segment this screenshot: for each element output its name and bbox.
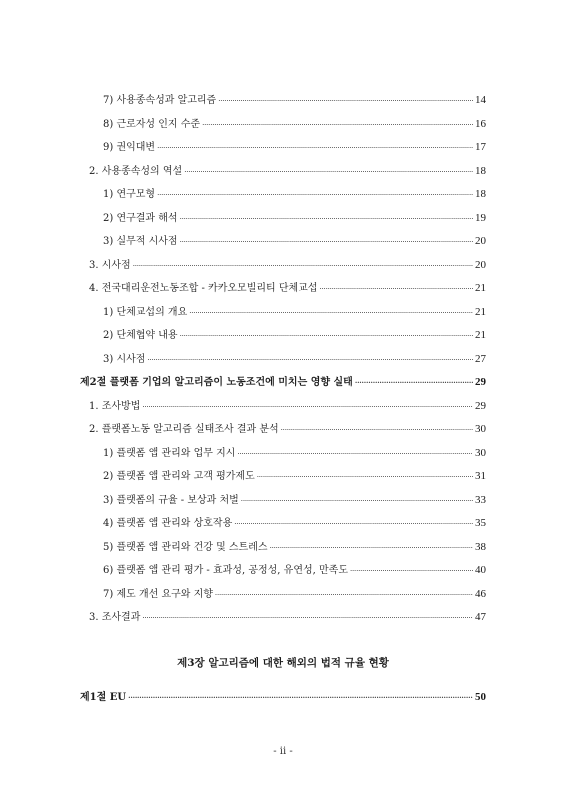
toc-entry-label: 1) 단체교섭의 개요	[103, 307, 188, 318]
toc-entry-page: 33	[475, 494, 486, 506]
toc-entry-page: 47	[475, 611, 486, 623]
toc-entry-label: 4) 플랫폼 앱 관리와 상호작용	[103, 518, 233, 529]
toc-entry	[89, 422, 486, 437]
toc-entry-page: 30	[475, 423, 486, 435]
toc-entry	[103, 328, 486, 343]
toc-entry	[103, 187, 486, 202]
toc-entry-label: 7) 사용종속성과 알고리즘	[103, 95, 217, 106]
toc-entry	[103, 140, 486, 155]
dot-leader	[142, 611, 473, 625]
toc-entry-label: 3) 시사점	[103, 354, 146, 365]
toc-entry-label: 4. 전국대리운전노동조합 - 카카오모빌리티 단체교섭	[89, 283, 318, 294]
dot-leader	[202, 118, 473, 132]
dot-leader	[350, 564, 473, 578]
toc-entry	[103, 117, 486, 132]
toc-entry-page: 30	[475, 447, 486, 459]
toc-entry-label: 2) 플랫폼 앱 관리와 고객 평가제도	[103, 471, 255, 482]
toc-entry-page: 17	[475, 141, 486, 153]
toc-entry	[103, 540, 486, 555]
toc-section-entry	[80, 375, 486, 390]
toc-entry-page: 27	[475, 353, 486, 365]
toc-entry	[89, 610, 486, 625]
dot-leader	[184, 165, 473, 179]
toc-entry-label: 3. 시사점	[89, 260, 131, 271]
toc-entry-page: 38	[475, 541, 486, 553]
toc-entry	[103, 93, 486, 108]
dot-leader	[218, 94, 473, 108]
toc-entry-label: 제1절 EU	[80, 692, 127, 703]
toc-entry	[103, 352, 486, 367]
toc-entry-label: 6) 플랫폼 앱 관리 평가 - 효과성, 공정성, 유연성, 만족도	[103, 565, 348, 576]
toc-entry-page: 19	[475, 212, 486, 224]
toc-entry-page: 29	[475, 400, 486, 412]
toc-entry-label: 1) 연구모형	[103, 189, 156, 200]
toc-entry	[89, 164, 486, 179]
toc-entry-page: 21	[475, 282, 486, 294]
toc-entry-page: 20	[475, 259, 486, 271]
toc-entry-label: 3) 플랫폼의 규율 - 보상과 처벌	[103, 495, 239, 506]
dot-leader	[180, 235, 473, 249]
toc-entry-label: 1) 플랫폼 앱 관리와 업무 지시	[103, 448, 236, 459]
dot-leader	[147, 353, 473, 367]
dot-leader	[180, 212, 473, 226]
toc-entry-label: 3) 실무적 시사점	[103, 236, 178, 247]
toc-entry-label: 제2절 플랫폼 기업의 알고리즘이 노동조건에 미치는 영향 실태	[80, 377, 353, 388]
page-number-footer: - ii -	[273, 746, 293, 757]
toc-entry-label: 9) 권익대변	[103, 142, 156, 153]
toc-entry-page: 46	[475, 588, 486, 600]
dot-leader	[215, 588, 473, 602]
toc-entry	[89, 399, 486, 414]
toc-entry-label: 8) 근로자성 인지 수준	[103, 119, 201, 130]
toc-entry-page: 50	[475, 691, 486, 703]
toc-entry-label: 2. 사용종속성의 역설	[89, 166, 183, 177]
toc-entry	[103, 493, 486, 508]
dot-leader	[157, 141, 473, 155]
dot-leader	[189, 306, 473, 320]
toc-entry-page: 40	[475, 564, 486, 576]
dot-leader	[281, 423, 473, 437]
toc-entry	[103, 516, 486, 531]
toc-entry-page: 21	[475, 329, 486, 341]
toc-entry-page: 18	[475, 188, 486, 200]
dot-leader	[270, 541, 473, 555]
toc-entry	[89, 258, 486, 273]
toc-entry-label: 1. 조사방법	[89, 401, 141, 412]
toc-entry-page: 21	[475, 306, 486, 318]
dot-leader	[257, 470, 473, 484]
dot-leader	[128, 691, 473, 705]
dot-leader	[237, 447, 473, 461]
toc-entry-page: 20	[475, 235, 486, 247]
toc-entry	[103, 563, 486, 578]
toc-entry	[103, 305, 486, 320]
dot-leader	[180, 329, 473, 343]
dot-leader	[355, 376, 473, 390]
dot-leader	[320, 282, 474, 296]
toc-entry	[103, 234, 486, 249]
toc-entry-page: 14	[475, 94, 486, 106]
toc-entry-label: 2) 단체협약 내용	[103, 330, 178, 341]
toc-entry-label: 5) 플랫폼 앱 관리와 건강 및 스트레스	[103, 542, 268, 553]
dot-leader	[133, 259, 473, 273]
dot-leader	[234, 517, 473, 531]
toc-entry	[103, 469, 486, 484]
dot-leader	[241, 494, 473, 508]
toc-entry-label: 2) 연구결과 해석	[103, 213, 178, 224]
toc-entry-label: 3. 조사결과	[89, 612, 141, 623]
chapter-heading: 제3장 알고리즘에 대한 해외의 법적 규율 현황	[177, 657, 389, 669]
toc-entry	[89, 281, 486, 296]
toc-entry-page: 31	[475, 470, 486, 482]
toc-section-entry	[80, 690, 486, 705]
toc-entry-page: 18	[475, 165, 486, 177]
toc-entry	[103, 587, 486, 602]
toc-entry-page: 16	[475, 118, 486, 130]
toc-entry	[103, 211, 486, 226]
dot-leader	[142, 400, 473, 414]
toc-entry	[103, 446, 486, 461]
toc-entry-label: 2. 플랫폼노동 알고리즘 실태조사 결과 분석	[89, 424, 279, 435]
toc-entry-label: 7) 제도 개선 요구와 지향	[103, 589, 213, 600]
toc-entry-page: 29	[475, 376, 486, 388]
dot-leader	[157, 188, 473, 202]
toc-entry-page: 35	[475, 517, 486, 529]
